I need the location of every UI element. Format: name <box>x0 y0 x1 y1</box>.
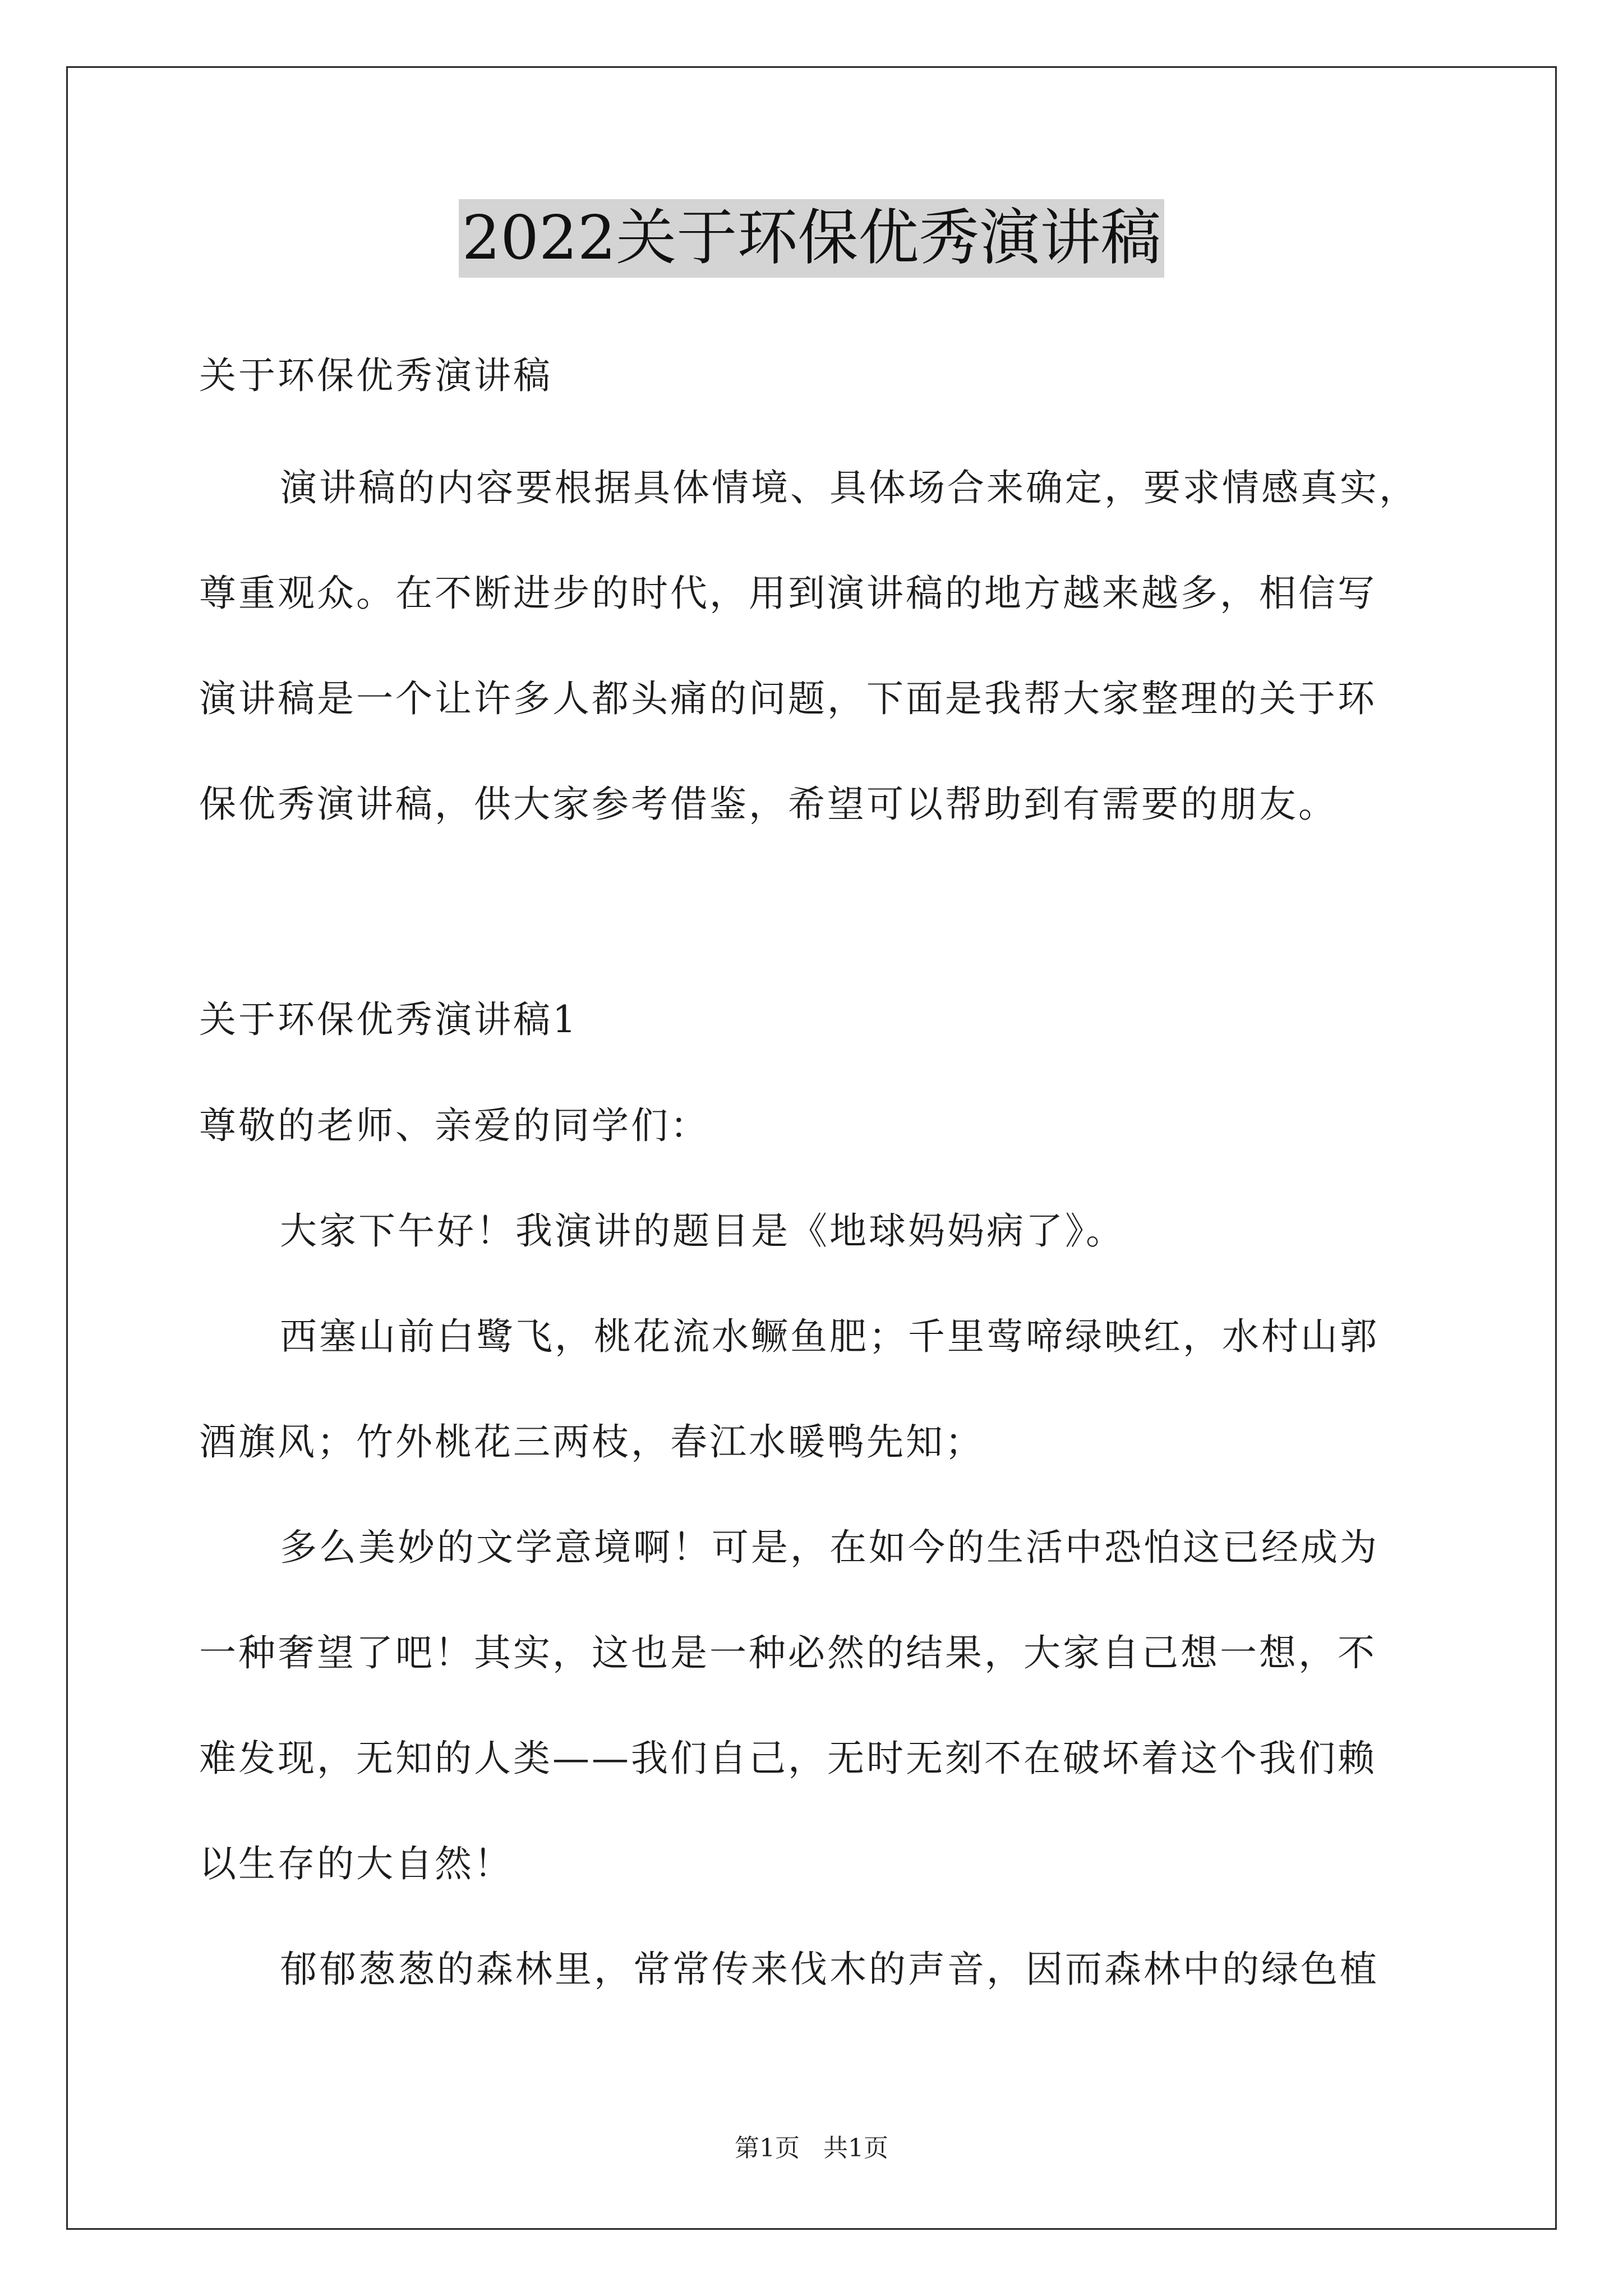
paragraph-line: 保优秀演讲稿，供大家参考借鉴，希望可以帮助到有需要的朋友。 <box>199 783 1338 826</box>
page-total: 共1页 <box>823 2134 888 2162</box>
page-number: 第1页 <box>735 2134 800 2162</box>
paragraph-line: 一种奢望了吧！其实，这也是一种必然的结果，大家自己想一想，不 <box>199 1631 1377 1674</box>
paragraph-line: 西塞山前白鹭飞，桃花流水鳜鱼肥；千里莺啼绿映红，水村山郭 <box>280 1315 1379 1358</box>
paragraph-line: 郁郁葱葱的森林里，常常传来伐木的声音，因而森林中的绿色植 <box>280 1948 1379 1991</box>
section-heading: 关于环保优秀演讲稿1 <box>199 998 578 1041</box>
salutation-line: 尊敬的老师、亲爱的同学们： <box>199 1104 709 1147</box>
paragraph-line: 演讲稿是一个让许多人都头痛的问题，下面是我帮大家整理的关于环 <box>199 677 1377 720</box>
paragraph-line: 尊重观众。在不断进步的时代，用到演讲稿的地方越来越多，相信写 <box>199 572 1377 615</box>
paragraph-line: 演讲稿的内容要根据具体情境、具体场合来确定，要求情感真实， <box>280 466 1418 509</box>
paragraph-line: 以生存的大自然！ <box>199 1842 513 1885</box>
paragraph-line: 多么美妙的文学意境啊！可是，在如今的生活中恐怕这已经成为 <box>280 1526 1379 1569</box>
document-title: 2022关于环保优秀演讲稿 <box>459 199 1165 278</box>
subtitle-line: 关于环保优秀演讲稿 <box>199 354 552 397</box>
paragraph-line: 酒旗风；竹外桃花三两枝，春江水暖鸭先知； <box>199 1420 984 1464</box>
title-container <box>0 199 1623 278</box>
paragraph-line: 难发现，无知的人类——我们自己，无时无刻不在破坏着这个我们赖 <box>199 1737 1377 1780</box>
paragraph-line: 大家下午好！我演讲的题目是《地球妈妈病了》。 <box>280 1209 1125 1253</box>
page-footer <box>0 2132 1623 2165</box>
